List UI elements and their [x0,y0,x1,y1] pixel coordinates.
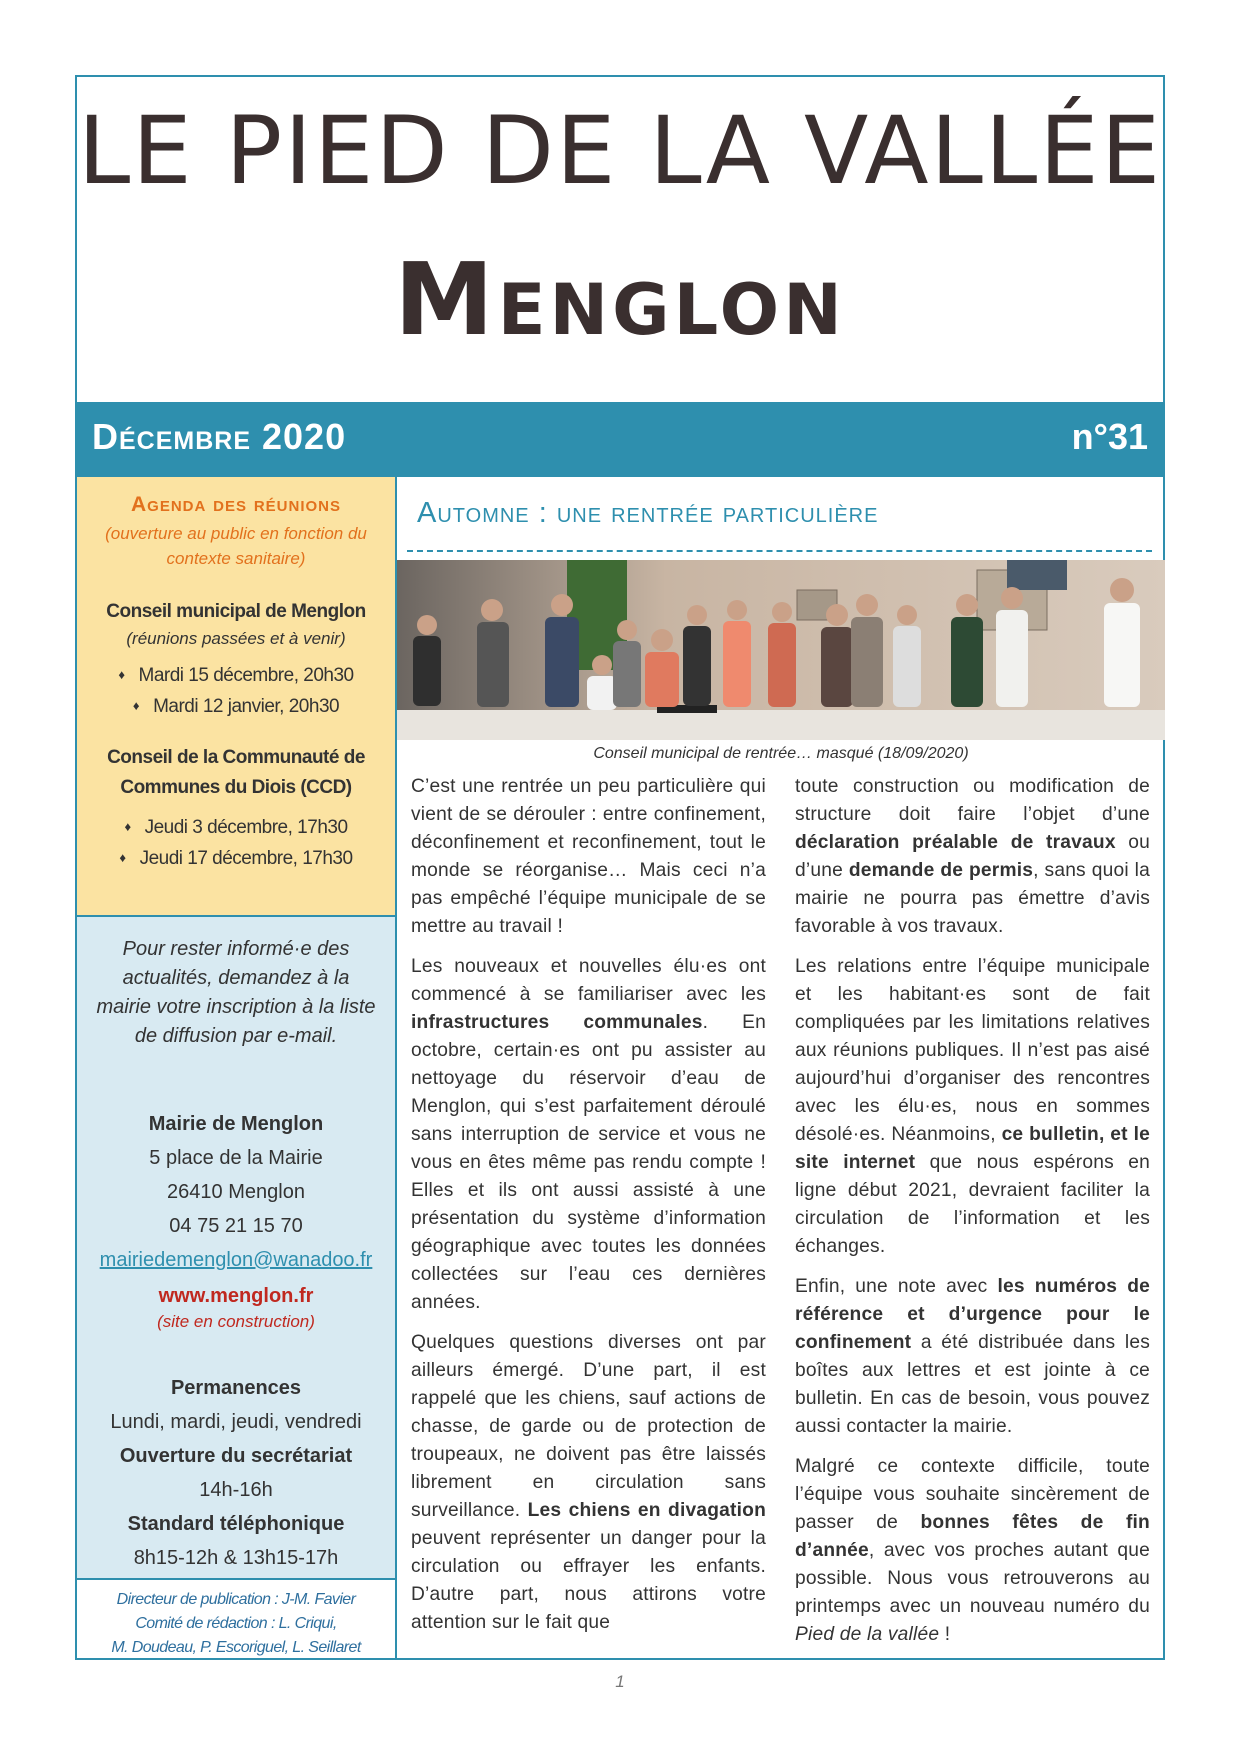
text-run-bold: demande de permis [848,860,1034,881]
agenda-list [77,661,395,723]
website-note: (site en construction) [157,1312,315,1331]
website-link[interactable]: www.menglon.fr [158,1285,314,1307]
page-number: 1 [615,1672,625,1691]
agenda-section-note: (réunions passées et à venir) [126,629,346,648]
article-paragraph [795,773,1150,941]
agenda-section-heading: Conseil de la Communauté de Communes du Diois (CCD) [107,747,365,798]
agenda-box [77,477,397,917]
standard-title: Standard téléphonique [127,1513,345,1535]
credits-line: Comité de rédaction : L. Criqui, [135,1615,337,1632]
text-run-bold: bonnes fêtes de fin d’année [795,1512,1150,1561]
text-run: ! [939,1624,951,1645]
article-paragraph [411,1329,766,1637]
mairie-address-line1: 5 place de la Mairie [149,1147,323,1169]
text-run: Malgré ce contexte difficile, toute l’équipe vous souhaite sincèrement de passer de [795,1456,1150,1533]
agenda-list [77,813,395,875]
mairie-address-line2: 26410 Menglon [167,1181,305,1203]
article-paragraph [411,953,766,1317]
secretariat-hours: 14h-16h [199,1479,273,1501]
secretariat-title: Ouverture du secrétariat [119,1445,353,1467]
text-run-italic: Pied de la vallée [795,1624,940,1645]
mairie-email-link[interactable]: mairiedemenglon@wanadoo.fr [99,1249,373,1271]
newsletter-signup-text: Pour rester informé·e des actualités, demandez à la mairie votre inscription à la liste de diffusion par e-mail. [96,938,376,1047]
credits-line: Directeur de publication : J-M. Favier [116,1591,356,1608]
article-column-2 [795,773,1150,1661]
page-frame [75,75,1165,1660]
masthead [77,77,1163,402]
agenda-section-heading: Conseil municipal de Menglon [106,601,366,622]
text-run: Les nouveaux et nouvelles élu·es ont commencé à se familiariser avec les [411,956,766,1005]
text-run: , sans quoi la mairie ne pourra pas émettre d’avis favorable à vos travaux. [795,860,1150,937]
issue-banner [77,402,1163,477]
text-run: a été distribuée dans les boîtes aux lettres et est jointe à ce bulletin. En cas de besoin, vous pouvez aussi contacter la mairie. [795,1332,1150,1437]
permanences-days: Lundi, mardi, jeudi, vendredi [110,1411,362,1433]
agenda-item-text: Jeudi 17 décembre, 17h30 [139,848,353,869]
agenda-title: Agenda des réunions [130,493,342,516]
permanences-title: Permanences [170,1377,302,1399]
text-run: Les relations entre l’équipe municipale et les habitant·es sont de fait compliquées par les limitations relatives aux réunions publiques. Il n’est pas aisé aujourd’hui d’organiser des rencontres avec les élu·es, nous en sommes désolé·es. Néanmoins, [795,956,1150,1145]
agenda-item-text: Jeudi 3 décembre, 17h30 [144,817,348,838]
mairie-phone: 04 75 21 15 70 [169,1215,303,1237]
text-run: Enfin, une note avec [795,1276,998,1297]
council-photo [397,560,1165,740]
text-run-bold: les numéros de référence et d’urgence pour le confinement [795,1276,1150,1353]
standard-hours: 8h15-12h & 13h15-17h [133,1547,339,1569]
agenda-item-text: Mardi 15 décembre, 20h30 [138,665,354,686]
text-run-bold: ce bulletin, et le site internet [795,1124,1150,1173]
issue-number: n°31 [1071,416,1148,457]
newsletter-subtitle: Menglon [394,241,846,358]
text-run: . En octobre, certain·es ont pu assister au nettoyage du réservoir d’eau de Menglon, qui s’est parfaitement déroulé sans interruption de service et vous ne vous en êtes même pas rendu compte ! Elles et ils ont aussi assisté à une présentation du système d’information géographique avec toutes les données collectées sur l’eau ces dernières années. [411,1012,766,1313]
agenda-item [77,813,395,844]
article-paragraph [795,1273,1150,1441]
photo-caption: Conseil municipal de rentrée… masqué (18/09/2020) [593,745,969,762]
info-box [77,917,397,1580]
credits [77,1580,397,1660]
text-run-bold: infrastructures communales [411,1012,703,1033]
credits-line: M. Doudeau, P. Escoriguel, L. Seillaret [111,1639,361,1656]
article-paragraph [795,1453,1150,1649]
mairie-name: Mairie de Menglon [148,1113,324,1135]
agenda-item [77,844,395,875]
issue-date: Décembre 2020 [92,416,347,457]
text-run-bold: déclaration préalable de travaux [795,832,1116,853]
article-paragraph: C’est une rentrée un peu particulière qui vient de se dérouler : entre confinement, déconfinement et reconfinement, tout le monde se réorganise… Mais ceci n’a pas empêché l’équipe municipale de se mettre au travail ! [411,776,766,937]
text-run: Quelques questions diverses ont par ailleurs émergé. D’une part, il est rappelé que les chiens, sauf actions de chasse, de garde ou de protection de troupeaux, ne doivent pas être laissés librement en circulation sans surveillance. [411,1332,766,1521]
text-run: , avec vos proches autant que possible. Nous vous retrouverons au printemps avec un nouveau numéro du [795,1540,1150,1617]
newsletter-title: LE PIED DE LA VALLÉE [77,97,1163,206]
text-run: ou d’une [795,832,1150,881]
text-run: toute construction ou modification de structure doit faire l’objet d’une [795,776,1150,825]
text-run: peuvent représenter un danger pour la circulation ou effrayer les enfants. D’autre part, nous attirons votre attention sur le fait que [411,1528,766,1633]
agenda-subtitle: (ouverture au public en fonction du contexte sanitaire) [105,524,367,568]
title-divider [407,550,1152,552]
article-column-1 [411,773,766,1649]
text-run-bold: Les chiens en divagation [527,1500,766,1521]
article-title: Automne : une rentrée particulière [417,497,879,529]
agenda-item [77,692,395,723]
agenda-item [77,661,395,692]
text-run: que nous espérons en ligne début 2021, devraient faciliter la circulation de l’information et les échanges. [795,1152,1150,1257]
article-paragraph [795,953,1150,1261]
agenda-item-text: Mardi 12 janvier, 20h30 [153,696,340,717]
main-article [397,477,1165,1660]
